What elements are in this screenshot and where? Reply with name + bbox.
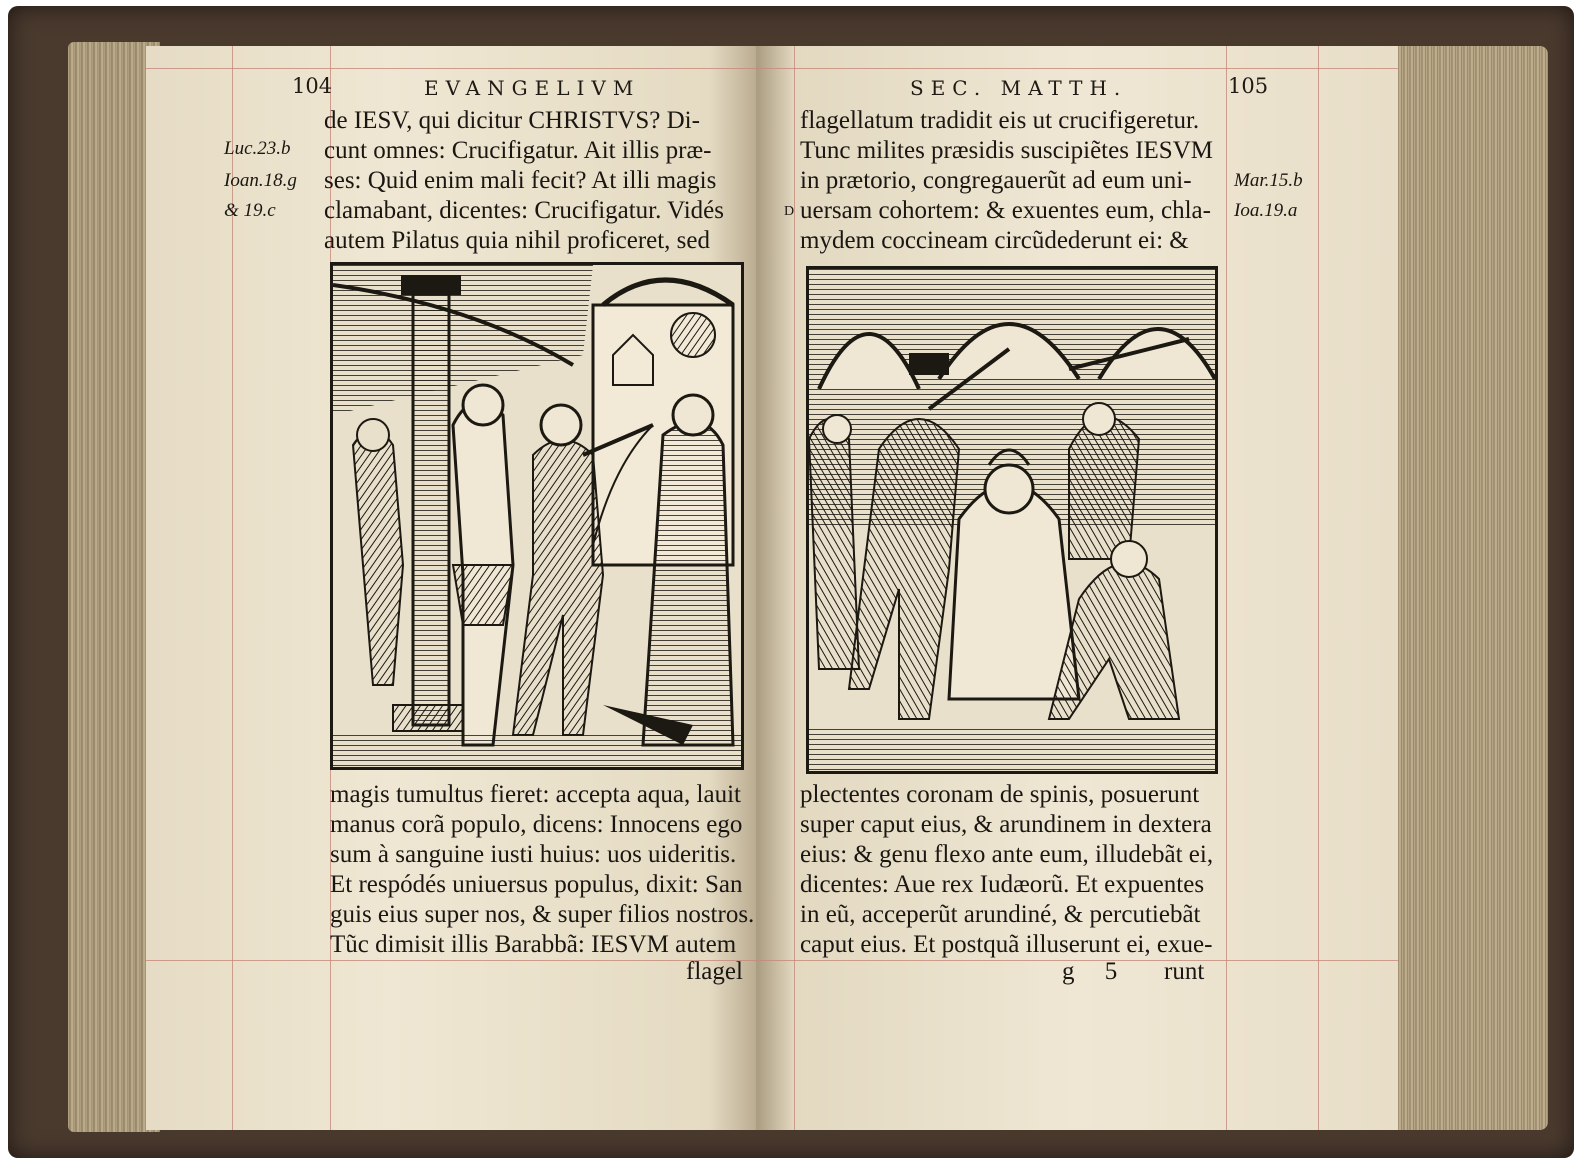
catchword: runt (1164, 958, 1205, 985)
right-page (756, 46, 1398, 1130)
marginal-note: Mar.15.b (1234, 170, 1303, 191)
woodcut-crowning-with-thorns (806, 266, 1218, 774)
text-line: in eũ, acceperũt arundiné, & percutiebãt (800, 901, 1201, 928)
text-line: autem Pilatus quia nihil proficeret, sed (324, 227, 711, 254)
text-line: Tunc milites præsidis suscipiẽtes IESVM (800, 137, 1213, 164)
text-line: guis eius super nos, & super filios nostros. (330, 901, 755, 928)
text-line: cunt omnes: Crucifigatur. Ait illis præ- (324, 137, 712, 164)
text-line: uersam cohortem: & exuentes eum, chla- (800, 197, 1211, 224)
margin-rule (1226, 46, 1227, 1130)
margin-rule (146, 68, 758, 69)
catchword: flagel (686, 958, 743, 985)
folio-number: 104 (292, 74, 333, 98)
running-head: EVANGELIVM (424, 76, 641, 100)
text-line: ses: Quid enim mali fecit? At illi magis (324, 167, 717, 194)
section-letter: D (784, 204, 795, 219)
running-head: SEC. MATTH. (910, 76, 1128, 100)
left-page (146, 46, 758, 1130)
text-line: magis tumultus fieret: accepta aqua, lauit (330, 781, 741, 808)
signature-mark: g 5 (1062, 958, 1130, 985)
text-line: dicentes: Aue rex Iudæorũ. Et expuentes (800, 871, 1205, 898)
margin-rule (1318, 46, 1319, 1130)
text-line: de IESV, qui dicitur CHRISTVS? Di- (324, 107, 700, 134)
marginal-note: Luc.23.b (224, 138, 291, 159)
text-line: in prætorio, congregauerũt ad eum uni- (800, 167, 1192, 194)
marginal-note: Ioa.19.a (1234, 200, 1298, 221)
text-line: Tũc dimisit illis Barabbã: IESVM autem (330, 931, 737, 958)
folio-number: 105 (1228, 74, 1269, 98)
text-line: mydem coccineam circũdederunt ei: & (800, 227, 1189, 254)
woodcut-flagellation (330, 262, 744, 770)
marginal-note: & 19.c (224, 200, 276, 221)
right-page-edges (1396, 46, 1548, 1130)
text-line: Et respódés uniuersus populus, dixit: San (330, 871, 743, 898)
text-line: plectentes coronam de spinis, posuerunt (800, 781, 1200, 808)
text-line: super caput eius, & arundinem in dextera (800, 811, 1212, 838)
margin-rule (146, 960, 758, 961)
text-line: flagellatum tradidit eis ut crucifigeretur. (800, 107, 1200, 134)
text-line: eius: & genu flexo ante eum, illudebãt ei, (800, 841, 1214, 868)
text-line: sum à sanguine iusti huius: uos uideritis. (330, 841, 737, 868)
margin-rule (756, 68, 1398, 69)
text-line: clamabant, dicentes: Crucifigatur. Vidés (324, 197, 724, 224)
margin-rule (794, 46, 795, 1130)
text-line: caput eius. Et postquã illuserunt ei, exue- (800, 931, 1213, 958)
text-line: manus corã populo, dicens: Innocens ego (330, 811, 743, 838)
marginal-note: Ioan.18.g (224, 170, 297, 191)
